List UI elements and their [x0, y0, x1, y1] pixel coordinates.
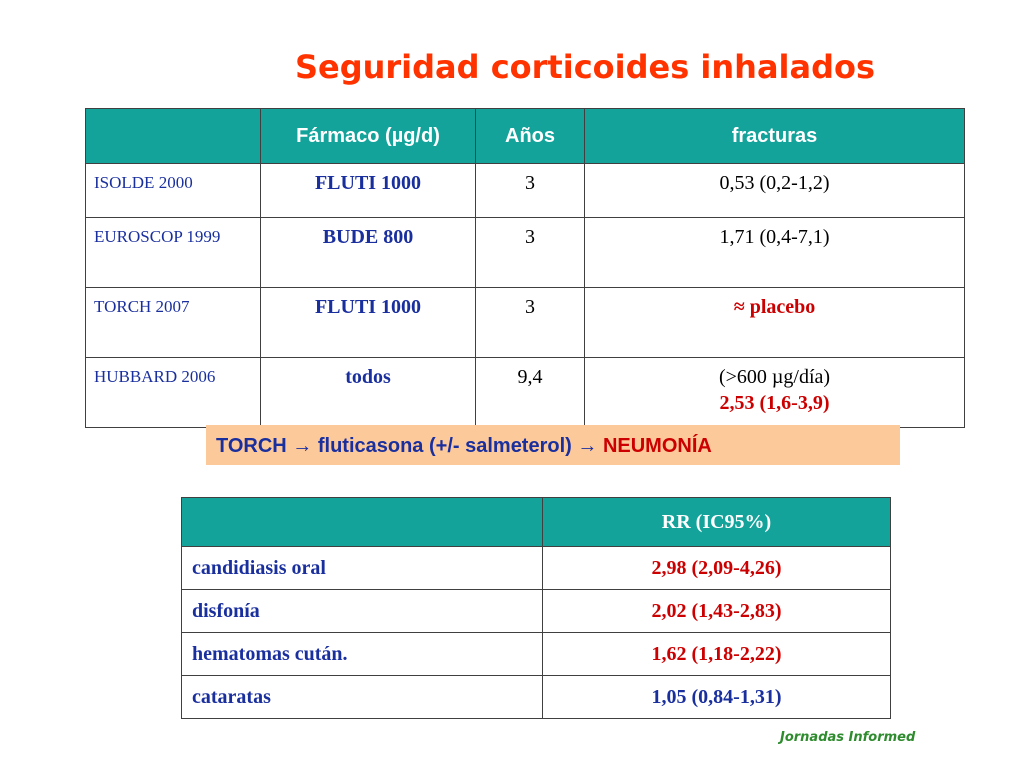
slide-title: Seguridad corticoides inhalados [294, 48, 876, 86]
effect-label: hematomas cután. [182, 633, 543, 676]
rr-value: 1,62 (1,18-2,22) [543, 633, 891, 676]
rr-value: 2,02 (1,43-2,83) [543, 590, 891, 633]
header-cell-rr: RR (IC95%) [543, 498, 891, 547]
effect-label: disfonía [182, 590, 543, 633]
rr-value: 2,98 (2,09-4,26) [543, 547, 891, 590]
table-row [86, 218, 965, 288]
study-cell: HUBBARD 2006 [86, 358, 261, 428]
footer-brand: Jornadas Informed [780, 730, 916, 745]
fractures-cell: 0,53 (0,2-1,2) [585, 164, 965, 218]
table-row [182, 547, 891, 590]
years-cell: 9,4 [476, 358, 585, 428]
drug-cell: FLUTI 1000 [261, 164, 476, 218]
header-cell-empty [86, 109, 261, 164]
table-header-row [86, 109, 965, 164]
drug-cell: BUDE 800 [261, 218, 476, 288]
study-cell: TORCH 2007 [86, 288, 261, 358]
fractures-cell: 1,71 (0,4-7,1) [585, 218, 965, 288]
table-header-row [182, 498, 891, 547]
rr-table [181, 497, 891, 719]
table-row [182, 633, 891, 676]
years-cell: 3 [476, 218, 585, 288]
header-cell-drug: Fármaco (µg/d) [261, 109, 476, 164]
fractures-table [85, 108, 965, 428]
table-row [182, 676, 891, 719]
banner-highlight: NEUMONÍA [602, 435, 712, 457]
table-row [86, 164, 965, 218]
header-cell-empty [182, 498, 543, 547]
study-cell: EUROSCOP 1999 [86, 218, 261, 288]
fractures-value: 2,53 (1,6-3,9) [719, 392, 830, 414]
header-cell-years: Años [476, 109, 585, 164]
header-cell-fractures: fracturas [585, 109, 965, 164]
study-cell: ISOLDE 2000 [86, 164, 261, 218]
rr-value: 1,05 (0,84-1,31) [543, 676, 891, 719]
effect-label: cataratas [182, 676, 543, 719]
torch-banner [206, 425, 900, 465]
banner-text: TORCH → fluticasona (+/- salmeterol) → [216, 435, 598, 457]
table-row [182, 590, 891, 633]
years-cell: 3 [476, 164, 585, 218]
years-cell: 3 [476, 288, 585, 358]
effect-label: candidiasis oral [182, 547, 543, 590]
fractures-cell: ≈ placebo [585, 288, 965, 358]
fractures-note: (>600 µg/día) [718, 366, 831, 388]
fractures-cell [585, 358, 965, 428]
drug-cell: FLUTI 1000 [261, 288, 476, 358]
drug-cell: todos [261, 358, 476, 428]
table-row [86, 358, 965, 428]
table-row [86, 288, 965, 358]
